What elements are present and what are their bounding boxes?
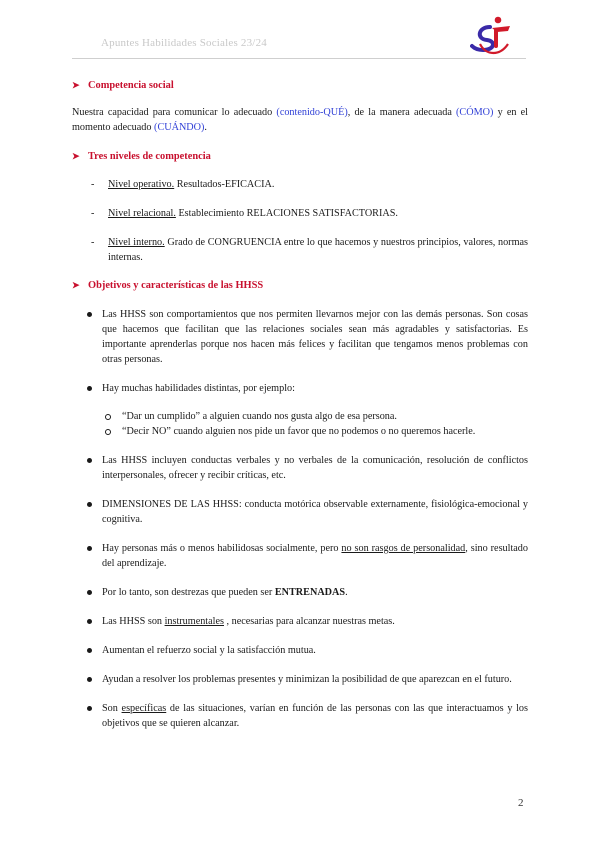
bullet-icon [87, 386, 92, 391]
list-item [72, 614, 528, 629]
document-body [72, 78, 528, 731]
sub-list-item [102, 424, 528, 439]
highlight-text: (CÓMO) [456, 107, 494, 118]
text-run: , necesarias para alcanzar nuestras metas. [223, 616, 395, 627]
page-number: 2 [518, 797, 524, 809]
sub-text: “Decir NO” cuando alguien nos pide un favor que no podemos o no queremos hacerle. [122, 426, 476, 437]
bullet-icon [87, 590, 92, 595]
bullet-icon [87, 706, 92, 711]
paragraph [72, 105, 528, 135]
section-heading [72, 149, 528, 164]
text-run: , sino resultado del aprendizaje. [102, 543, 528, 569]
bullet-icon [87, 502, 92, 507]
text-run: y en el momento adecuado [72, 107, 529, 133]
list-item [72, 307, 528, 367]
text-run: . [345, 587, 348, 598]
list-item [72, 585, 528, 600]
text-run: Hay personas más o menos habilidosas socialmente, pero [102, 543, 342, 554]
underlined-text: instrumentales [164, 616, 224, 627]
bullet-icon [87, 619, 92, 624]
list-item [72, 541, 528, 571]
header-title: Apuntes Habilidades Sociales 23/24 [101, 37, 267, 49]
underlined-text: no son rasgos de personalidad [341, 543, 466, 554]
bullet-text: Las HHSS incluyen conductas verbales y no verbales de la comunicación, resolución de conflictos interpersonales, ofrecer y recibir críticas, etc. [102, 455, 528, 481]
arrow-icon: ➤ [72, 280, 80, 290]
highlight-text: (contenido-QUÉ) [276, 107, 348, 118]
arrow-icon: ➤ [72, 80, 80, 90]
bullet-icon [87, 458, 92, 463]
dash-marker: - [91, 179, 95, 190]
underlined-text: específicas [121, 703, 167, 714]
dash-marker: - [91, 208, 95, 219]
header-rule [72, 58, 526, 59]
sub-text: “Dar un cumplido” a alguien cuando nos gusta algo de esa persona. [122, 411, 397, 422]
list-item [72, 381, 528, 439]
brand-logo [470, 14, 516, 58]
level-text: Resultados-EFICACIA. [174, 179, 275, 190]
section-title: Objetivos y características de las HHSS [88, 280, 264, 291]
list-item [72, 701, 528, 731]
text-run: Nuestra capacidad para comunicar lo adecuado [72, 107, 277, 118]
bold-text: ENTRENADAS [274, 587, 346, 598]
level-term: Nivel operativo. [108, 179, 175, 190]
levels-list [72, 177, 528, 265]
bullet-icon [87, 677, 92, 682]
bullet-list [72, 307, 528, 731]
list-item [72, 206, 528, 221]
arrow-icon: ➤ [72, 151, 80, 161]
highlight-text: (CUÁNDO) [154, 122, 205, 133]
text-run: Por lo tanto, son destrezas que pueden ser [102, 587, 275, 598]
list-item [72, 177, 528, 192]
section-heading [72, 78, 528, 93]
text-run: Las HHSS son [102, 616, 165, 627]
bullet-text: DIMENSIONES DE LAS HHSS: conducta motórica observable externamente, fisiológica-emocional y cognitiva. [102, 499, 528, 525]
bullet-text: Hay muchas habilidades distintas, por ejemplo: [102, 383, 295, 394]
text-run: de las situaciones, varían en función de las personas con las que interactuamos y los objetivos que se quieren alcanzar. [102, 703, 528, 729]
bullet-icon [87, 312, 92, 317]
text-run: Son [102, 703, 122, 714]
bullet-text: Las HHSS son comportamientos que nos permiten llevarnos mejor con las demás personas. Son cosas que hacemos que facilitan que las relaciones sociales sean más agradables y satisfactorias. Es importante aprenderlas porque nos hacen más felices y facilitan que tengamos menos problemas con otras personas. [102, 309, 528, 365]
list-item [72, 235, 528, 265]
list-item [72, 497, 528, 527]
sub-list-item [102, 409, 528, 424]
list-item [72, 643, 528, 658]
dash-marker: - [91, 237, 95, 248]
text-run: , de la manera adecuada [347, 107, 457, 118]
section-heading [72, 278, 528, 293]
bullet-text: Ayudan a resolver los problemas presentes y minimizan la posibilidad de que aparezcan en el futuro. [102, 674, 512, 685]
list-item [72, 672, 528, 687]
circle-bullet-icon [105, 429, 111, 435]
circle-bullet-icon [105, 414, 111, 420]
level-text: Establecimiento RELACIONES SATISFACTORIAS. [175, 208, 398, 219]
section-title: Tres niveles de competencia [88, 151, 211, 162]
sub-list [102, 409, 528, 439]
level-term: Nivel relacional. [108, 208, 176, 219]
bullet-icon [87, 648, 92, 653]
bullet-text: Aumentan el refuerzo social y la satisfacción mutua. [102, 645, 316, 656]
section-title: Competencia social [88, 80, 174, 91]
level-term: Nivel interno. [108, 237, 165, 248]
list-item [72, 453, 528, 483]
level-text: Grado de CONGRUENCIA entre lo que hacemos y nuestros principios, valores, normas internas. [108, 237, 528, 263]
text-run: . [204, 122, 207, 133]
bullet-icon [87, 546, 92, 551]
